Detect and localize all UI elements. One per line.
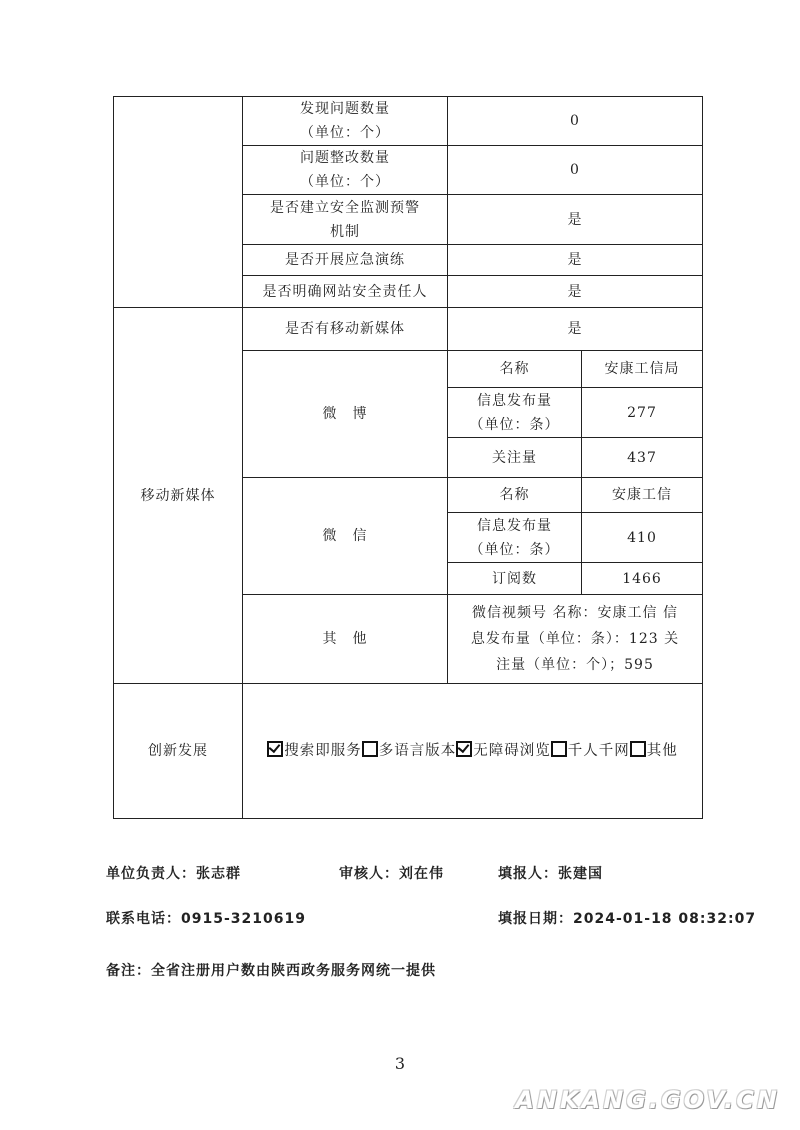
feature-label: 多语言版本 bbox=[378, 743, 457, 759]
security-section-cell bbox=[114, 97, 243, 308]
other-label: 其 他 bbox=[243, 595, 448, 684]
checkbox-checked-icon[interactable] bbox=[456, 741, 472, 757]
checkbox-empty-icon[interactable] bbox=[362, 741, 378, 757]
site-watermark: ANKANG.GOV.CN bbox=[515, 1086, 780, 1114]
monitoring-label: 是否建立安全监测预警 机制 bbox=[243, 195, 448, 245]
feature-label: 千人千网 bbox=[567, 743, 630, 759]
table-row bbox=[114, 684, 703, 819]
other-text: 微信视频号 名称：安康工信 信 息发布量（单位：条）：123 关 注量（单位：个）；595 bbox=[448, 595, 703, 684]
has-mobile-value: 是 bbox=[448, 308, 703, 351]
checkbox-empty-icon[interactable] bbox=[551, 741, 567, 757]
innovation-label: 创新发展 bbox=[114, 684, 243, 819]
footer-filler: 填报人：张建国 bbox=[498, 866, 603, 882]
wechat-name-label: 名称 bbox=[448, 478, 582, 513]
weibo-followers-value: 437 bbox=[582, 438, 703, 478]
checkbox-empty-icon[interactable] bbox=[630, 741, 646, 757]
has-mobile-label: 是否有移动新媒体 bbox=[243, 308, 448, 351]
wechat-posts-value: 410 bbox=[582, 513, 703, 563]
weibo-label: 微 博 bbox=[243, 351, 448, 478]
weibo-name-label: 名称 bbox=[448, 351, 582, 388]
responsible-label: 是否明确网站安全责任人 bbox=[243, 276, 448, 308]
footer-date: 填报日期：2024-01-18 08:32:07 bbox=[498, 911, 757, 927]
feature-label: 无障碍浏览 bbox=[473, 743, 551, 759]
footer-phone: 联系电话：0915-3210619 bbox=[106, 911, 306, 927]
footer-responsible: 单位负责人：张志群 bbox=[106, 866, 241, 882]
weibo-followers-label: 关注量 bbox=[448, 438, 582, 478]
checkbox-checked-icon[interactable] bbox=[267, 741, 283, 757]
innovation-features bbox=[243, 684, 703, 819]
found-issues-value: 0 bbox=[448, 97, 703, 146]
monitoring-value: 是 bbox=[448, 195, 703, 245]
wechat-subs-value: 1466 bbox=[582, 563, 703, 595]
wechat-subs-label: 订阅数 bbox=[448, 563, 582, 595]
responsible-value: 是 bbox=[448, 276, 703, 308]
weibo-posts-label: 信息发布量 （单位：条） bbox=[448, 388, 582, 438]
fixed-issues-value: 0 bbox=[448, 146, 703, 195]
found-issues-label: 发现问题数量 （单位：个） bbox=[243, 97, 448, 146]
feature-label: 搜索即服务 bbox=[284, 743, 362, 759]
weibo-posts-value: 277 bbox=[582, 388, 703, 438]
footer-note: 备注：全省注册用户数由陕西政务服务网统一提供 bbox=[106, 963, 436, 979]
mobile-section-label: 移动新媒体 bbox=[114, 308, 243, 684]
drill-label: 是否开展应急演练 bbox=[243, 245, 448, 276]
page-number: 3 bbox=[394, 1054, 406, 1073]
fixed-issues-label: 问题整改数量 （单位：个） bbox=[243, 146, 448, 195]
report-table bbox=[113, 96, 703, 819]
weibo-name-value: 安康工信局 bbox=[582, 351, 703, 388]
wechat-name-value: 安康工信 bbox=[582, 478, 703, 513]
wechat-label: 微 信 bbox=[243, 478, 448, 595]
feature-label: 其他 bbox=[646, 743, 678, 759]
drill-value: 是 bbox=[448, 245, 703, 276]
table-row bbox=[114, 308, 703, 351]
footer-reviewer: 审核人：刘在伟 bbox=[339, 866, 444, 882]
wechat-posts-label: 信息发布量 （单位：条） bbox=[448, 513, 582, 563]
table-row bbox=[114, 97, 703, 146]
